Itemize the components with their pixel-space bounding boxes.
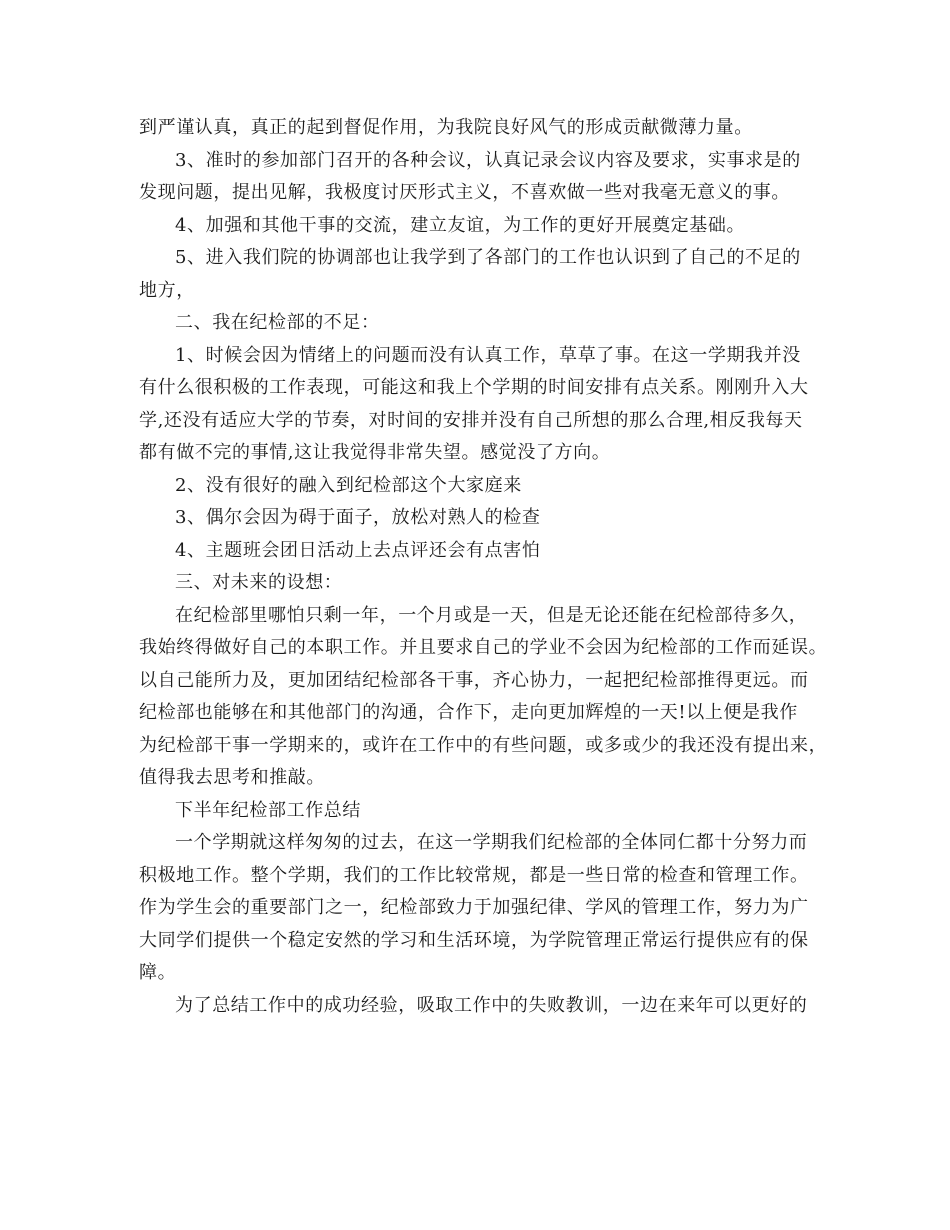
text-line: 值得我去思考和推敲。 [139, 767, 325, 788]
text-line: 学,还没有适应大学的节奏，对时间的安排并没有自己所想的那么合理,相反我每天 [139, 409, 803, 431]
text-line: 1、时候会因为情绪上的问题而没有认真工作，草草了事。在这一学期我并没 [175, 344, 801, 366]
text-line: 3、准时的参加部门召开的各种会议，认真记录会议内容及要求，实事求是的 [175, 149, 801, 171]
text-line: 以自己能所力及，更加团结纪检部各干事，齐心协力，一起把纪检部推得更远。而 [139, 669, 809, 691]
text-line: 下半年纪检部工作总结 [175, 799, 361, 821]
text-line: 有什么很积极的工作表现，可能这和我上个学期的时间安排有点关系。刚刚升入大 [139, 377, 809, 398]
text-line: 二、我在纪检部的不足： [175, 312, 380, 333]
text-line: 5、进入我们院的协调部也让我学到了各部门的工作也认识到了自己的不足的 [175, 247, 801, 268]
text-line: 发现问题，提出见解，我极度讨厌形式主义，不喜欢做一些对我毫无意义的事。 [139, 182, 790, 203]
text-line: 4、主题班会团日活动上去点评还会有点害怕 [175, 539, 541, 561]
text-line: 纪检部也能够在和其他部门的沟通，合作下，走向更加辉煌的一天!以上便是我作 [139, 702, 798, 723]
text-line: 大同学们提供一个稳定安然的学习和生活环境，为学院管理正常运行提供应有的保 [139, 929, 809, 951]
text-line: 积极地工作。整个学期，我们的工作比较常规，都是一些日常的检查和管理工作。 [139, 864, 809, 886]
text-line: 3、偶尔会因为碍于面子，放松对熟人的检查 [175, 507, 541, 528]
text-line: 为纪检部干事一学期来的，或许在工作中的有些问题，或多或少的我还没有提出来， [139, 734, 828, 756]
document-body [139, 112, 839, 1022]
text-line: 地方， [139, 279, 195, 301]
text-line: 一个学期就这样匆匆的过去，在这一学期我们纪检部的全体同仁都十分努力而 [175, 832, 808, 853]
text-line: 我始终得做好自己的本职工作。并且要求自己的学业不会因为纪检部的工作而延误。 [139, 637, 828, 658]
text-line: 作为学生会的重要部门之一，纪检部致力于加强纪律、学风的管理工作，努力为广 [139, 897, 809, 918]
text-line: 在纪检部里哪怕只剩一年，一个月或是一天，但是无论还能在纪检部待多久， [175, 604, 808, 626]
text-line: 2、没有很好的融入到纪检部这个大家庭来 [175, 474, 522, 496]
text-line: 障。 [139, 962, 177, 983]
text-line: 到严谨认真，真正的起到督促作用，为我院良好风气的形成贡献微薄力量。 [139, 117, 753, 138]
text-line: 都有做不完的事情,这让我觉得非常失望。感觉没了方向。 [139, 442, 611, 463]
text-line: 三、对未来的设想： [175, 572, 343, 593]
text-line: 为了总结工作中的成功经验，吸取工作中的失败教训，一边在来年可以更好的 [175, 994, 808, 1016]
text-line: 4、加强和其他干事的交流，建立友谊，为工作的更好开展奠定基础。 [175, 214, 746, 236]
